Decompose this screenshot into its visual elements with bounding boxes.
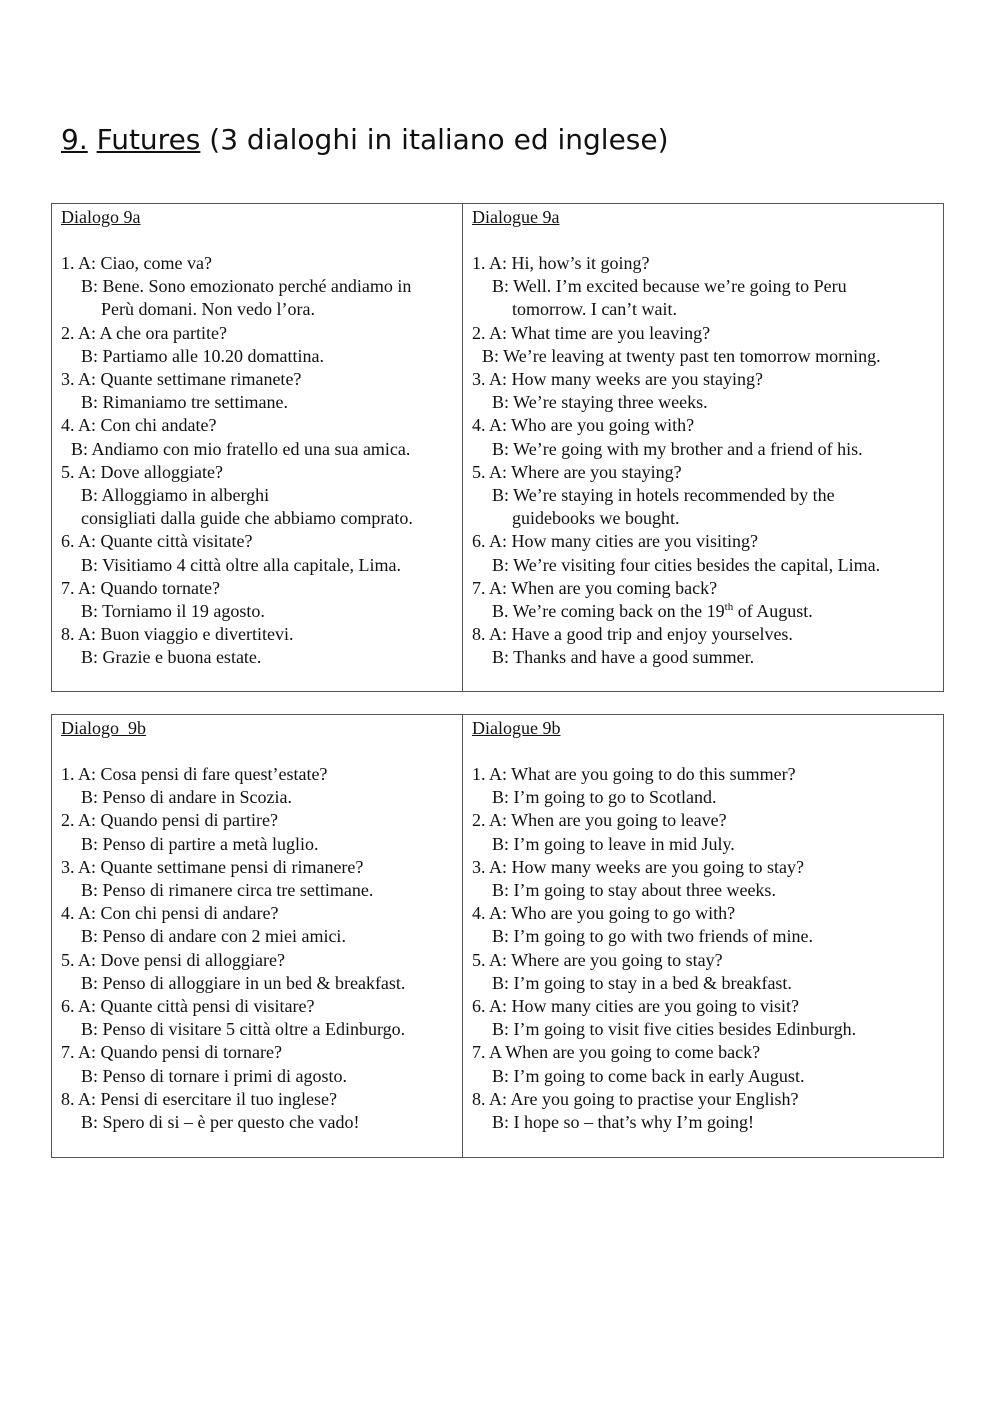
dialogue-line: 7. A When are you going to come back? [472,1042,761,1063]
dialogue-line: 6. A: Quante città visitate? [61,531,253,552]
dialogue-line: 3. A: Quante settimane rimanete? [61,369,302,390]
title-number: 9. [61,123,88,156]
dialogue-line: 1. A: Hi, how’s it going? [472,253,650,273]
dialogue-line: 1. A: Ciao, come va? [61,253,212,273]
dialogue-line: B: I’m going to stay in a bed & breakfast. [492,972,792,993]
dialogue-9a-table [51,203,944,692]
dialogue-line: B: Alloggiamo in alberghi [81,485,270,506]
dialogue-line: B: We’re going with my brother and a friend of his. [492,438,863,459]
dialogue-line: 3. A: How many weeks are you going to stay? [472,856,804,877]
dialogue-line: 3. A: How many weeks are you staying? [472,369,763,390]
dialogue-line: B: I’m going to leave in mid July. [492,833,735,854]
dialogue-line: B: I’m going to come back in early August. [492,1065,805,1086]
dialogue-line: 1. A: What are you going to do this summer? [472,764,796,784]
dialogue-line: 2. A: When are you going to leave? [472,810,727,831]
dialogue-line: B: I’m going to go with two friends of mine. [492,926,813,947]
dialogue-line: B: Visitiamo 4 città oltre alla capitale, Lima. [81,554,401,575]
dialogue-9b-table [51,714,944,1158]
dialogue-line: 4. A: Who are you going to go with? [472,903,736,924]
dialogue-line: B: Thanks and have a good summer. [492,647,755,668]
dialogue-line: B: I’m going to go to Scotland. [492,787,717,808]
italian-column [52,204,463,692]
dialogue-line: 8. A: Are you going to practise your English? [472,1088,799,1109]
dialogue-line: B: Penso di tornare i primi di agosto. [81,1065,347,1086]
title-word: Futures [96,123,201,156]
dialogue-line: B: Spero di si – è per questo che vado! [81,1112,360,1133]
column-heading: Dialogo 9a [61,207,141,227]
dialogue-line: 4. A: Con chi andate? [61,415,217,436]
dialogue-line: B: Torniamo il 19 agosto. [81,601,265,622]
dialogue-line: 8. A: Pensi di esercitare il tuo inglese? [61,1088,337,1109]
dialogue-line: B: I hope so – that’s why I’m going! [492,1112,754,1133]
dialogue-line: 2. A: A che ora partite? [61,322,227,343]
dialogue-line: B: Rimaniamo tre settimane. [81,392,288,413]
dialogue-line: B: Partiamo alle 10.20 domattina. [81,345,324,366]
dialogue-line: B: Bene. Sono emozionato perché andiamo in [81,276,412,297]
dialogue-line: Perù domani. Non vedo l’ora. [101,299,315,320]
dialogue-line: 8. A: Buon viaggio e divertitevi. [61,624,294,645]
dialogue-line: B: We’re staying three weeks. [492,392,708,413]
dialogue-line: consigliati dalla guide che abbiamo comprato. [81,508,413,529]
dialogue-line: 4. A: Who are you going with? [472,415,695,436]
dialogue-line: B: Andiamo con mio fratello ed una sua amica. [71,438,411,459]
dialogue-line: 7. A: When are you coming back? [472,577,718,598]
dialogue-line: 2. A: What time are you leaving? [472,322,711,343]
dialogue-line: 8. A: Have a good trip and enjoy yourselves. [472,624,793,645]
dialogue-line: 7. A: Quando pensi di tornare? [61,1042,282,1063]
dialogue-line: guidebooks we bought. [512,508,680,529]
dialogue-line: B: Penso di rimanere circa tre settimane. [81,880,374,901]
dialogue-line: B: Penso di alloggiare in un bed & breakfast. [81,972,406,993]
column-heading: Dialogo 9b [61,718,146,738]
dialogue-line: 5. A: Where are you going to stay? [472,949,723,970]
dialogue-line: 7. A: Quando tornate? [61,577,220,598]
dialogue-line: B: We’re staying in hotels recommended by the [492,485,835,506]
dialogue-line: B: Penso di andare con 2 miei amici. [81,926,346,947]
italian-column [52,715,463,1158]
dialogue-line: 5. A: Where are you staying? [472,461,682,482]
dialogue-line: B. We’re coming back on the 19th of August. [492,601,813,622]
ordinal-suffix: th [724,601,734,614]
english-column [463,715,944,1158]
dialogue-line: B: We’re visiting four cities besides the capital, Lima. [492,554,881,575]
dialogue-line: B: We’re leaving at twenty past ten tomorrow morning. [482,345,881,366]
dialogue-line: tomorrow. I can’t wait. [512,299,677,320]
page-title [61,122,669,158]
dialogue-line: 5. A: Dove alloggiate? [61,461,223,482]
dialogue-line: 2. A: Quando pensi di partire? [61,810,278,831]
dialogue-line: 3. A: Quante settimane pensi di rimanere? [61,856,364,877]
dialogue-line: 1. A: Cosa pensi di fare quest’estate? [61,764,328,784]
dialogue-line: B: Grazie e buona estate. [81,647,262,668]
dialogue-line: B: I’m going to stay about three weeks. [492,880,776,901]
dialogue-line: B: Well. I’m excited because we’re going to Peru [492,276,847,297]
dialogue-line: B: Penso di andare in Scozia. [81,787,292,808]
dialogue-line: B: I’m going to visit five cities besides Edinburgh. [492,1019,857,1040]
dialogue-line: 5. A: Dove pensi di alloggiare? [61,949,285,970]
dialogue-line: 6. A: Quante città pensi di visitare? [61,996,315,1017]
column-heading: Dialogue 9b [472,718,561,738]
title-subtitle: (3 dialoghi in italiano ed inglese) [209,123,669,156]
dialogue-line: 4. A: Con chi pensi di andare? [61,903,279,924]
english-column [463,204,944,692]
dialogue-line: 6. A: How many cities are you going to visit? [472,996,799,1017]
dialogue-line: B: Penso di visitare 5 città oltre a Edinburgo. [81,1019,406,1040]
dialogue-line: 6. A: How many cities are you visiting? [472,531,758,552]
column-heading: Dialogue 9a [472,207,560,227]
dialogue-line: B: Penso di partire a metà luglio. [81,833,319,854]
